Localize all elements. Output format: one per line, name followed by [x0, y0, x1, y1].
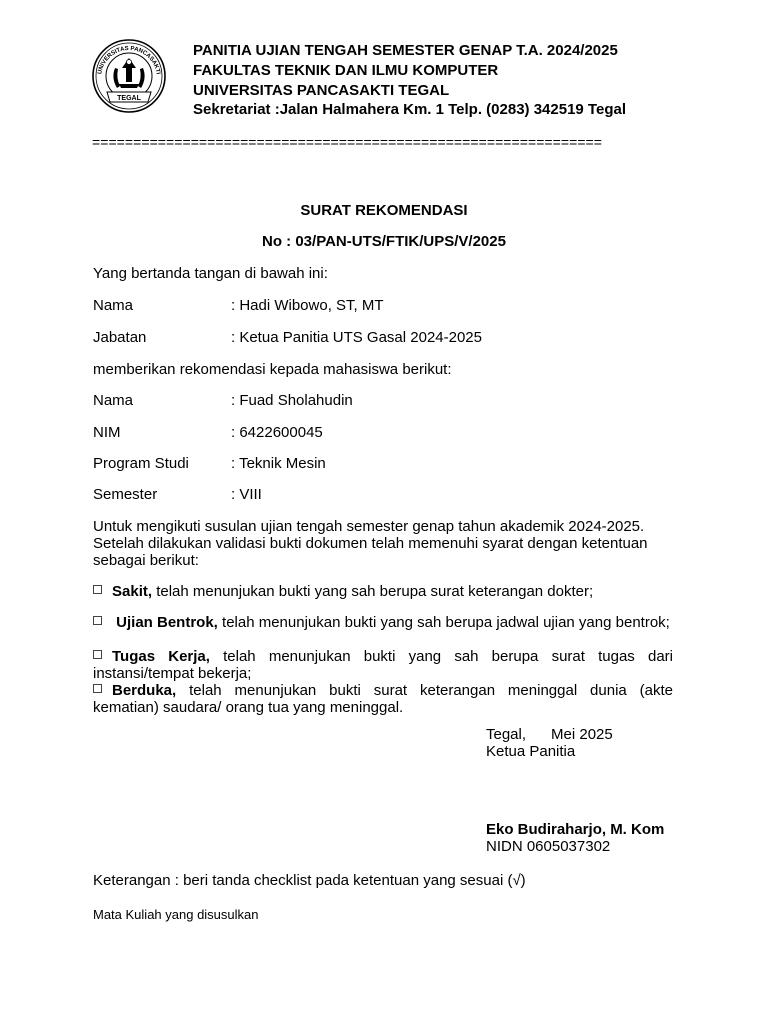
student-name-value: : Fuad Sholahudin — [231, 392, 353, 409]
header-faculty: FAKULTAS TEKNIK DAN ILMU KOMPUTER — [193, 62, 499, 79]
checkbox-work-duty[interactable] — [93, 650, 102, 659]
condition-item — [93, 614, 673, 631]
checkbox-exam-conflict[interactable] — [93, 616, 102, 625]
signature-role: Ketua Panitia — [486, 743, 576, 760]
header-committee: PANITIA UJIAN TENGAH SEMESTER GENAP T.A. 2024/2025 — [193, 42, 618, 59]
checkbox-bereavement[interactable] — [93, 684, 102, 693]
condition-exam-conflict-label: Ujian Bentrok, — [112, 614, 218, 631]
student-semester-value: : VIII — [231, 486, 262, 503]
signature-place-date: Tegal, Mei 2025 — [486, 726, 613, 743]
condition-sick-text: telah menunjukan bukti yang sah berupa surat keterangan dokter; — [152, 583, 594, 600]
student-program-value: : Teknik Mesin — [231, 455, 326, 472]
condition-work-duty-label: Tugas Kerja, — [112, 648, 210, 665]
letter-title: SURAT REKOMENDASI — [300, 202, 468, 219]
note-text: Keterangan : beri tanda checklist pada ketentuan yang sesuai (√) — [93, 872, 526, 889]
signature-nidn: NIDN 0605037302 — [486, 838, 611, 855]
signer-name-label: Nama — [93, 297, 134, 314]
header-address: Sekretariat :Jalan Halmahera Km. 1 Telp. (0283) 342519 Tegal — [193, 101, 626, 118]
intro-text: Yang bertanda tangan di bawah ini: — [93, 265, 328, 282]
condition-bereavement-text: telah menunjukan bukti surat keterangan meninggal dunia (akte kematian) saudara/ orang tua yang meninggal. — [93, 682, 673, 716]
condition-work-duty-text: telah menunjukan bukti yang sah berupa surat tugas dari instansi/tempat bekerja; — [93, 648, 673, 682]
student-program-label: Program Studi — [93, 455, 189, 472]
condition-bereavement-label: Berduka, — [112, 682, 177, 699]
signer-name-value: : Hadi Wibowo, ST, MT — [231, 297, 384, 314]
logo-banner-text: TEGAL — [117, 95, 141, 102]
condition-item — [93, 682, 673, 716]
recommend-text: memberikan rekomendasi kepada mahasiswa berikut: — [93, 361, 452, 378]
signer-position-label: Jabatan — [93, 329, 147, 346]
letter-number: No : 03/PAN-UTS/FTIK/UPS/V/2025 — [262, 233, 506, 250]
checkbox-sick[interactable] — [93, 585, 102, 594]
university-logo — [91, 38, 167, 114]
header-separator: ============================================================== — [92, 134, 602, 150]
condition-item — [93, 583, 673, 600]
student-name-label: Nama — [93, 392, 134, 409]
student-nim-label: NIM — [93, 424, 121, 441]
condition-item — [93, 648, 673, 682]
signature-name: Eko Budiraharjo, M. Kom — [486, 821, 665, 838]
student-semester-label: Semester — [93, 486, 158, 503]
logo-ring-text: UNIVERSITAS PANCASAKTI — [97, 45, 161, 75]
condition-exam-conflict-text: telah menunjukan bukti yang sah berupa jadwal ujian yang bentrok; — [217, 614, 670, 631]
header-university: UNIVERSITAS PANCASAKTI TEGAL — [193, 82, 450, 99]
purpose-paragraph: Untuk mengikuti susulan ujian tengah semester genap tahun akademik 2024-2025. Setelah dilakukan validasi bukti dokumen telah memenuhi syarat dengan ketentuan sebagai berikut: — [93, 518, 648, 569]
condition-sick-label: Sakit, — [112, 583, 153, 600]
signer-position-value: : Ketua Panitia UTS Gasal 2024-2025 — [231, 329, 482, 346]
student-nim-value: : 6422600045 — [231, 424, 323, 441]
footer-text: Mata Kuliah yang disusulkan — [93, 907, 259, 922]
